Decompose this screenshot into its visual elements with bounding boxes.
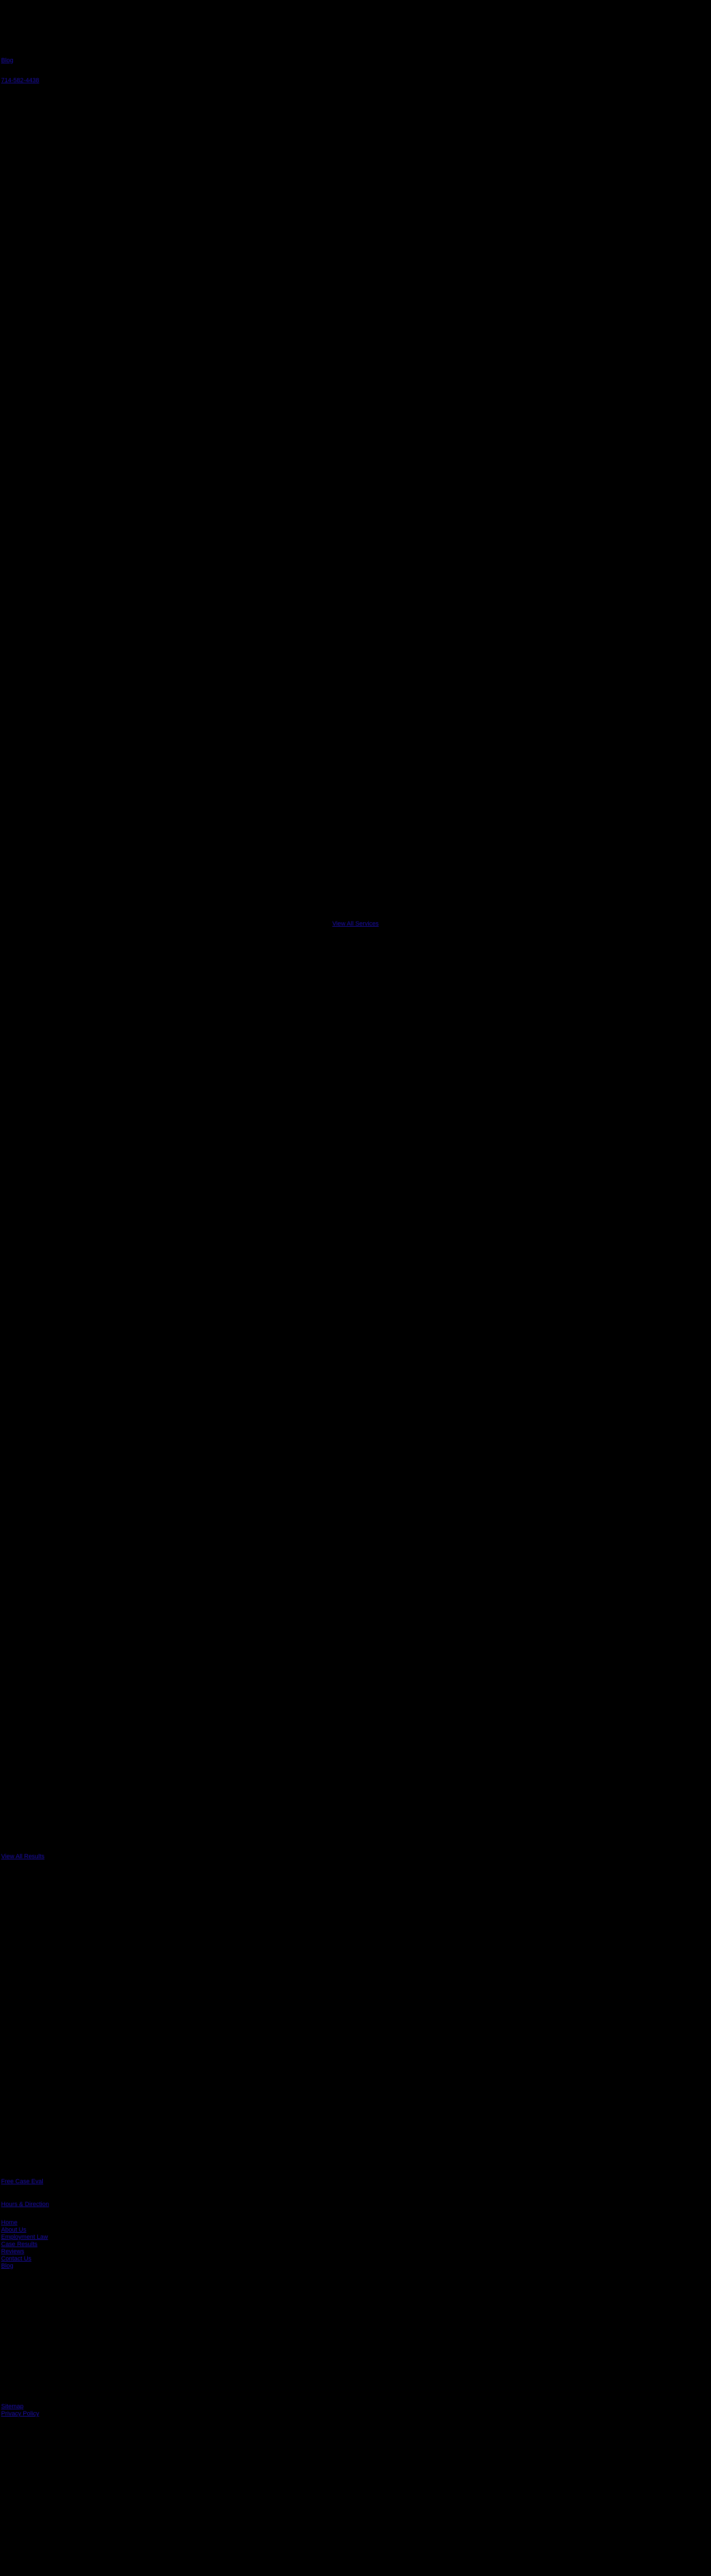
footer-cta-wrap: [1, 2178, 43, 2185]
results-cta-wrap: [1, 1853, 44, 1860]
footer-nav-item-blog[interactable]: Blog: [1, 2263, 14, 2269]
hero-cta-wrap: [0, 918, 711, 928]
footer-nav-item-case-results[interactable]: Case Results: [1, 2241, 38, 2248]
footer-nav-item-reviews[interactable]: Reviews: [1, 2248, 24, 2255]
header-phone-wrap: [1, 77, 39, 84]
bottom-links: [1, 2403, 39, 2418]
view-all-results-button[interactable]: View All Results: [1, 1853, 45, 1860]
free-case-eval-button[interactable]: Free Case Eval: [1, 2178, 43, 2185]
header-phone-link[interactable]: 714-582-4438: [1, 77, 39, 84]
hours-and-direction-link[interactable]: Hours & Direction: [1, 2201, 49, 2208]
footer-nav: [1, 2219, 48, 2270]
privacy-policy-link[interactable]: Privacy Policy: [1, 2410, 39, 2417]
footer-nav-item-home[interactable]: Home: [1, 2219, 18, 2226]
footer-heading-wrap: [1, 2201, 49, 2208]
header-blog-link-wrap: [1, 57, 13, 64]
footer-nav-item-about-us[interactable]: About Us: [1, 2227, 27, 2233]
header-blog-link[interactable]: Blog: [1, 57, 14, 64]
sitemap-link[interactable]: Sitemap: [1, 2403, 24, 2410]
footer-nav-item-employment-law[interactable]: Employment Law: [1, 2234, 48, 2240]
footer-nav-item-contact-us[interactable]: Contact Us: [1, 2255, 32, 2262]
view-all-services-button[interactable]: View All Services: [332, 921, 379, 927]
